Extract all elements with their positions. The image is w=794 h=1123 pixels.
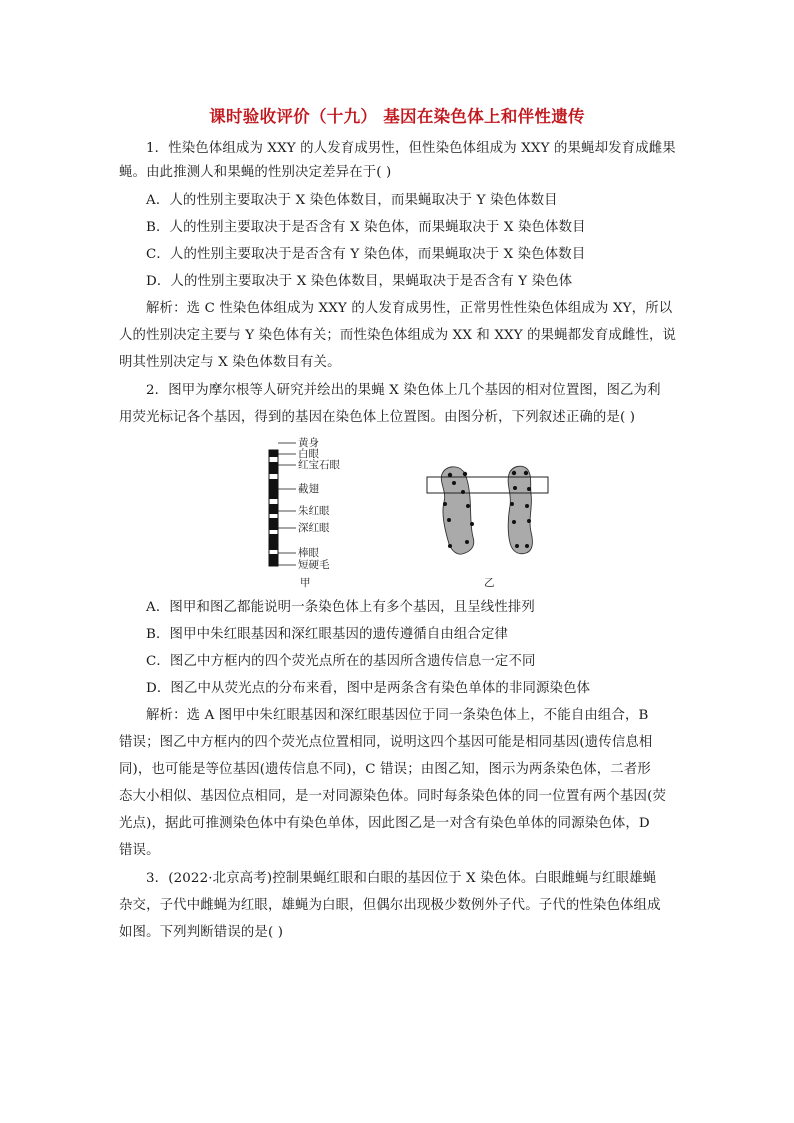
chromosome-right <box>508 466 532 554</box>
q2-analysis-line-4: 态大小相似、基因位点相同，是一对同源染色体。同时每条染色体的同一位置有两个基因(荧 <box>119 789 666 804</box>
chromosome-pair <box>427 466 548 554</box>
gene-label-ruby-eye: 红宝石眼 <box>298 459 340 471</box>
q2-option-b: B．图甲中朱红眼基因和深红眼基因的遗传遵循自由组合定律 <box>146 627 509 642</box>
chromosome-figure <box>262 434 562 590</box>
figure-caption-right: 乙 <box>484 577 495 589</box>
gene-label-bar-eye: 棒眼 <box>298 547 319 559</box>
q2-option-a: A．图甲和图乙都能说明一条染色体上有多个基因，且呈线性排列 <box>146 600 535 615</box>
q1-analysis-line-2: 人的性别决定主要与 Y 染色体有关；而性染色体组成为 XX 和 XXY 的果蝇都发育成雌性，说 <box>119 328 677 343</box>
q1-option-a: A．人的性别主要取决于 X 染色体数目，而果蝇取决于 Y 染色体数目 <box>146 193 558 208</box>
figure-caption-left: 甲 <box>300 577 311 589</box>
q2-option-d: D．图乙中从荧光点的分布来看，图中是两条含有染色单体的非同源染色体 <box>146 681 591 696</box>
q2-analysis-line-2: 错误；图乙中方框内的四个荧光点位置相同，说明这四个基因可能是相同基因(遗传信息相 <box>119 735 653 750</box>
q1-stem-line-1: 1．性染色体组成为 XXY 的人发育成男性，但性染色体组成为 XXY 的果蝇却发育成雌果 <box>146 141 676 156</box>
q2-analysis-line-3: 同)，也可能是等位基因(遗传信息不同)，C 错误；由图乙知，图示为两条染色体，二者形 <box>119 762 651 777</box>
gene-label-yellow-body: 黄身 <box>298 437 319 449</box>
q1-analysis-line-3: 明其性别决定与 X 染色体数目有关。 <box>119 355 341 370</box>
gene-label-short-bristle: 短硬毛 <box>298 559 330 571</box>
q1-option-b: B．人的性别主要取决于是否含有 X 染色体，而果蝇取决于 X 染色体数目 <box>146 220 586 235</box>
q2-stem-line-1: 2．图甲为摩尔根等人研究并绘出的果蝇 X 染色体上几个基因的相对位置图，图乙为利 <box>146 383 661 398</box>
q2-analysis-line-6: 错误。 <box>119 843 160 858</box>
q3-stem-line-2: 杂交，子代中雌蝇为红眼，雄蝇为白眼，但偶尔出现极少数例外子代。子代的性染色体组成 <box>119 898 661 913</box>
gene-map-bar <box>269 443 296 566</box>
gene-label-cut-wing: 截翅 <box>298 483 319 495</box>
gene-label-deep-red-eye: 深红眼 <box>298 522 330 534</box>
q1-option-d: D．人的性别主要取决于 X 染色体数目，果蝇取决于是否含有 Y 染色体 <box>146 274 573 289</box>
gene-label-vermilion-eye: 朱红眼 <box>298 505 330 517</box>
chromosome-left <box>441 467 473 554</box>
q2-option-c: C．图乙中方框内的四个荧光点所在的基因所含遗传信息一定不同 <box>146 654 536 669</box>
q3-stem-line-3: 如图。下列判断错误的是( ) <box>119 925 284 940</box>
q1-option-c: C．人的性别主要取决于是否含有 Y 染色体，而果蝇取决于 X 染色体数目 <box>146 247 586 262</box>
q3-stem-line-1: 3．(2022·北京高考)控制果蝇红眼和白眼的基因位于 X 染色体。白眼雌蝇与红眼雄蝇 <box>146 871 657 886</box>
q1-stem-line-2: 蝇。由此推测人和果蝇的性别决定差异在于( ) <box>119 165 392 180</box>
q2-analysis-line-1: 解析：选 A 图甲中朱红眼基因和深红眼基因位于同一条染色体上，不能自由组合，B <box>146 708 649 723</box>
q2-stem-line-2: 用荧光标记各个基因，得到的基因在染色体上位置图。由图分析，下列叙述正确的是( ) <box>119 410 636 425</box>
q2-analysis-line-5: 光点)，据此可推测染色体中有染色单体，因此图乙是一对含有染色单体的同源染色体，D <box>119 816 650 831</box>
gene-label-white-eye: 白眼 <box>298 448 319 460</box>
q1-analysis-line-1: 解析：选 C 性染色体组成为 XXY 的人发育成男性，正常男性性染色体组成为 XY，所以 <box>146 301 673 316</box>
page-title: 课时验收评价（十九） 基因在染色体上和伴性遗传 <box>209 107 585 126</box>
